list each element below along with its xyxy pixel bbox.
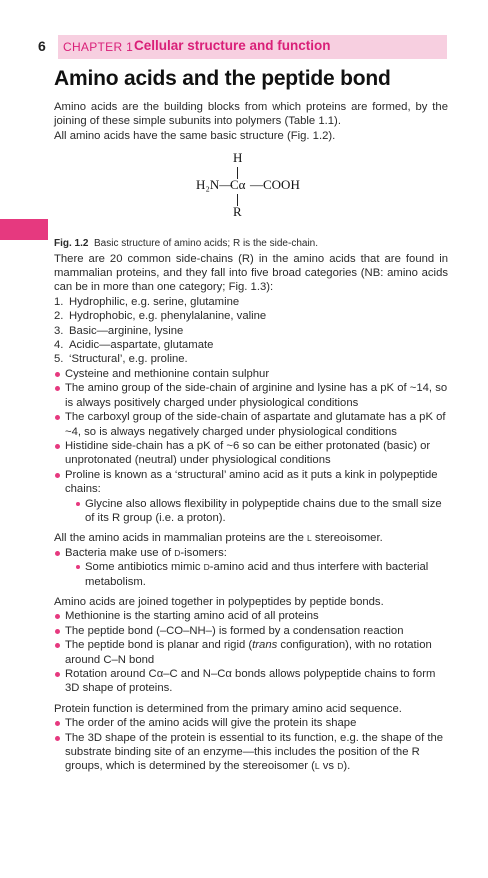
list-item: Cysteine and methionine contain sulphur — [54, 367, 448, 381]
stereoisomer-paragraph: All the amino acids in mammalian proteins are the L stereoisomer. — [54, 532, 383, 545]
amino-acid-structure-figure — [54, 149, 448, 235]
peptide-paragraph: Amino acids are joined together in polypeptides by peptide bonds. — [54, 595, 384, 608]
list-item: The carboxyl group of the side-chain of aspartate and glutamate has a pK of ~4, so is always negatively charged under physiological conditions — [54, 410, 448, 439]
stereoisomer-bullet-list — [54, 546, 448, 589]
intro-paragraph-2: All amino acids have the same basic structure (Fig. 1.2). — [54, 129, 336, 142]
list-item: Bacteria make use of D-isomers: Some antibiotics mimic D-amino acid and thus interfere with bacterial metabolism. — [54, 546, 448, 589]
sidechains-paragraph: There are 20 common side-chains (R) in the amino acids that are found in mammalian proteins, and they fall into five broad categories (NB: amino acids can be in more than one category; Fig. 1.3): — [54, 252, 448, 294]
structure-amine: H₂N— — [196, 177, 233, 193]
figure-caption — [54, 237, 448, 251]
chapter-title: Cellular structure and function — [134, 38, 331, 53]
figure-caption-text: Basic structure of amino acids; R is the side-chain. — [94, 238, 318, 250]
list-item: The amino group of the side-chain of arginine and lysine has a pK of ~14, so is always positively charged under physiological conditions — [54, 381, 448, 410]
list-item: The order of the amino acids will give the protein its shape — [54, 716, 448, 730]
list-item: Proline is known as a ‘structural’ amino acid as it puts a kink in polypeptide chains: Glycine also allows flexibility in polypeptide chains due to the small size of its R group (i.e. a proton). — [54, 468, 448, 526]
structure-carboxyl: —COOH — [250, 177, 300, 193]
list-item: 2. Hydrophobic, e.g. phenylalanine, valine — [54, 310, 267, 323]
structure-alpha-carbon: Cα — [230, 177, 246, 193]
category-list — [54, 295, 448, 367]
list-item: Methionine is the starting amino acid of all proteins — [54, 609, 448, 623]
peptide-bullet-list — [54, 609, 448, 695]
list-item: 4. Acidic—aspartate, glutamate — [54, 339, 214, 352]
page-content — [54, 66, 448, 774]
list-item: Some antibiotics mimic D-amino acid and thus interfere with bacterial metabolism. — [76, 560, 448, 589]
structure-h: H — [233, 150, 243, 166]
chapter-label: CHAPTER 1 — [63, 40, 134, 54]
section-title: Amino acids and the peptide bond — [54, 67, 391, 90]
page-number: 6 — [38, 38, 46, 54]
intro-paragraph: Amino acids are the building blocks from which proteins are formed, by the joining of these simple subunits into polymers (Table 1.1). — [54, 101, 448, 128]
structure-r-group: R — [233, 204, 242, 220]
function-paragraph: Protein function is determined from the primary amino acid sequence. — [54, 702, 402, 715]
list-item: The 3D shape of the protein is essential to its function, e.g. the shape of the substrate binding site of an enzyme—this includes the position of the R groups, which is determined by the stereoisomer (L vs D). — [54, 731, 448, 774]
sub-bullet-list — [65, 497, 448, 526]
list-item: 3. Basic—arginine, lysine — [54, 324, 184, 337]
list-item: The peptide bond is planar and rigid (trans configuration), with no rotation around C–N bond — [54, 638, 448, 667]
section-side-tab — [0, 219, 48, 240]
figure-number: Fig. 1.2 — [54, 238, 89, 250]
list-item: Glycine also allows flexibility in polypeptide chains due to the small size of its R group (i.e. a proton). — [76, 497, 448, 526]
list-item: Histidine side-chain has a pK of ~6 so can be either protonated (basic) or unprotonated (neutral) under physiological conditions — [54, 439, 448, 468]
sidechain-bullet-list — [54, 367, 448, 525]
function-bullet-list — [54, 716, 448, 774]
list-item: Rotation around Cα–C and N–Cα bonds allows polypeptide chains to form 3D shape of proteins. — [54, 667, 448, 696]
list-item: 1. Hydrophilic, e.g. serine, glutamine — [54, 295, 240, 308]
list-item: The peptide bond (–CO–NH–) is formed by a condensation reaction — [54, 624, 448, 638]
list-item: 5. ‘Structural’, e.g. proline. — [54, 353, 188, 366]
sub-bullet-list — [65, 560, 448, 589]
